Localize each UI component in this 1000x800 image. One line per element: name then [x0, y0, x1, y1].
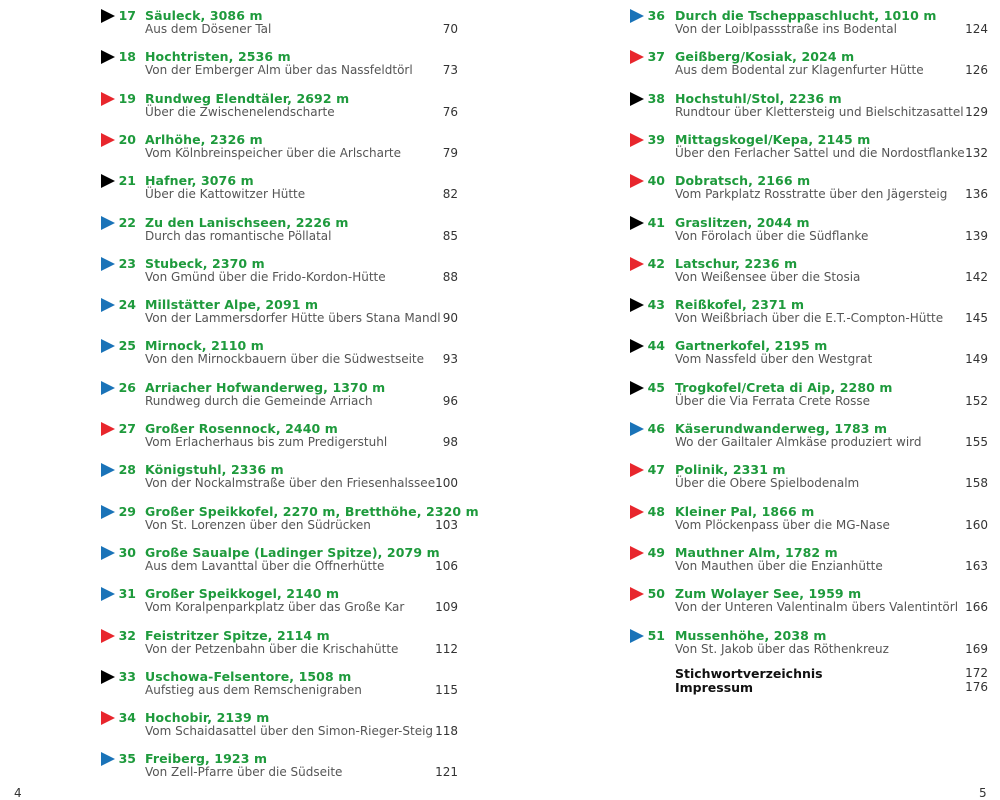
- toc-entry-number: 30: [118, 545, 136, 560]
- toc-entry-subtitle: Von der Loiblpassstraße ins Bodental: [675, 22, 897, 36]
- toc-entry-page-number: 96: [442, 394, 458, 408]
- toc-entry-subtitle: Aufstieg aus dem Remschenigraben: [145, 683, 362, 697]
- toc-entry-title[interactable]: Geißberg/Kosiak, 2024 m: [675, 49, 855, 64]
- toc-entry-subtitle: Von der Lammersdorfer Hütte übers Stana Mandl: [145, 311, 441, 325]
- toc-entry-subtitle: Von Förolach über die Südflanke: [675, 229, 869, 243]
- toc-entry-number: 21: [118, 173, 136, 188]
- toc-entry-page-number: 112: [435, 642, 458, 656]
- toc-entry-page-number: 149: [965, 352, 988, 366]
- toc-entry-page-number: 93: [442, 352, 458, 366]
- toc-entry-page-number: 169: [965, 642, 988, 656]
- toc-entry-subtitle: Vom Kölnbreinspeicher über die Arlscharte: [145, 146, 402, 160]
- toc-entry-49[interactable]: [528, 541, 1000, 577]
- toc-entry-number: 31: [118, 586, 136, 601]
- toc-entry-page-number: 132: [965, 146, 988, 160]
- toc-entry-number: 19: [118, 91, 136, 106]
- toc-entry-title[interactable]: Mittagskogel/Kepa, 2145 m: [675, 132, 871, 147]
- toc-entry-title[interactable]: Trogkofel/Creta di Aip, 2280 m: [675, 380, 893, 395]
- toc-entry-subtitle: Von Mauthen über die Enzianhütte: [675, 559, 883, 573]
- toc-entry-title[interactable]: Freiberg, 1923 m: [145, 751, 268, 766]
- toc-entry-page-number: 115: [435, 683, 458, 697]
- toc-entry-number: 36: [647, 8, 665, 23]
- toc-entry-36[interactable]: [528, 4, 1000, 40]
- toc-entry-51[interactable]: [528, 624, 1000, 660]
- toc-entry-48[interactable]: [528, 500, 1000, 536]
- index-link[interactable]: Stichwortverzeichnis: [675, 666, 823, 681]
- toc-entry-50[interactable]: [528, 582, 1000, 618]
- toc-entry-title[interactable]: Dobratsch, 2166 m: [675, 173, 811, 188]
- toc-entry-title[interactable]: Durch die Tscheppaschlucht, 1010 m: [675, 8, 937, 23]
- toc-entry-page-number: 166: [965, 600, 988, 614]
- toc-entry-number: 43: [647, 297, 665, 312]
- toc-entry-subtitle: Vom Plöckenpass über die MG-Nase: [675, 518, 890, 532]
- toc-entry-title[interactable]: Königstuhl, 2336 m: [145, 462, 284, 477]
- toc-entry-25[interactable]: [0, 334, 470, 370]
- toc-entry-40[interactable]: [528, 169, 1000, 205]
- toc-entry-page-number: 76: [442, 105, 458, 119]
- toc-entry-subtitle: Von Weißensee über die Stosia: [675, 270, 861, 284]
- toc-entry-title[interactable]: Käserundwanderweg, 1783 m: [675, 421, 888, 436]
- toc-entry-page-number: 145: [965, 311, 988, 325]
- toc-entry-21[interactable]: [0, 169, 470, 205]
- toc-entry-title[interactable]: Uschowa-Felsentore, 1508 m: [145, 669, 352, 684]
- impressum-link[interactable]: Impressum: [675, 680, 754, 695]
- toc-entry-26[interactable]: [0, 376, 470, 412]
- toc-entry-subtitle: Rundweg durch die Gemeinde Arriach: [145, 394, 373, 408]
- toc-entry-31[interactable]: [0, 582, 470, 618]
- toc-entry-32[interactable]: [0, 624, 470, 660]
- toc-entry-title[interactable]: Millstätter Alpe, 2091 m: [145, 297, 319, 312]
- toc-entry-page-number: 73: [442, 63, 458, 77]
- toc-entry-number: 42: [647, 256, 665, 271]
- toc-entry-page-number: 82: [442, 187, 458, 201]
- toc-entry-subtitle: Von Zell-Pfarre über die Südseite: [145, 765, 343, 779]
- toc-entry-title[interactable]: Zum Wolayer See, 1959 m: [675, 586, 862, 601]
- toc-entry-number: 20: [118, 132, 136, 147]
- toc-entry-number: 27: [118, 421, 136, 436]
- page-number-right: 5: [979, 786, 987, 800]
- toc-entry-page-number: 155: [965, 435, 988, 449]
- toc-entry-title[interactable]: Graslitzen, 2044 m: [675, 215, 810, 230]
- toc-entry-subtitle: Aus dem Bodental zur Klagenfurter Hütte: [675, 63, 924, 77]
- toc-entry-title[interactable]: Großer Rosennock, 2440 m: [145, 421, 338, 436]
- toc-entry-subtitle: Aus dem Lavanttal über die Offnerhütte: [145, 559, 385, 573]
- toc-entry-number: 47: [647, 462, 665, 477]
- toc-entry-page-number: 70: [442, 22, 458, 36]
- toc-entry-subtitle: Über die Zwischenelendscharte: [145, 105, 335, 119]
- toc-entry-subtitle: Vom Nassfeld über den Westgrat: [675, 352, 873, 366]
- toc-entry-subtitle: Über die Obere Spielbodenalm: [675, 476, 860, 490]
- toc-entry-number: 22: [118, 215, 136, 230]
- toc-entry-subtitle: Über den Ferlacher Sattel und die Nordostflanke: [675, 146, 965, 160]
- impressum-page-number: 176: [965, 680, 988, 694]
- toc-entry-number: 50: [647, 586, 665, 601]
- toc-entry-title[interactable]: Rundweg Elendtäler, 2692 m: [145, 91, 350, 106]
- toc-entry-page-number: 79: [442, 146, 458, 160]
- toc-entry-page-number: 152: [965, 394, 988, 408]
- toc-entry-27[interactable]: [0, 417, 470, 453]
- toc-entry-46[interactable]: [528, 417, 1000, 453]
- toc-entry-number: 46: [647, 421, 665, 436]
- toc-entry-subtitle: Von St. Jakob über das Röthenkreuz: [675, 642, 889, 656]
- toc-entry-number: 38: [647, 91, 665, 106]
- toc-entry-page-number: 100: [435, 476, 458, 490]
- toc-entry-24[interactable]: [0, 293, 470, 329]
- toc-entry-38[interactable]: [528, 87, 1000, 123]
- toc-entry-title[interactable]: Feistritzer Spitze, 2114 m: [145, 628, 330, 643]
- toc-entry-title[interactable]: Säuleck, 3086 m: [145, 8, 263, 23]
- index-page-number: 172: [965, 666, 988, 680]
- toc-entry-subtitle: Wo der Gailtaler Almkäse produziert wird: [675, 435, 922, 449]
- toc-entry-number: 34: [118, 710, 136, 725]
- toc-entry-subtitle: Von der Unteren Valentinalm übers Valentintörl: [675, 600, 959, 614]
- toc-entry-title[interactable]: Zu den Lanischseen, 2226 m: [145, 215, 349, 230]
- toc-entry-title[interactable]: Großer Speikkogel, 2140 m: [145, 586, 340, 601]
- toc-entry-number: 23: [118, 256, 136, 271]
- toc-entry-subtitle: Vom Parkplatz Rosstratte über den Jägersteig: [675, 187, 948, 201]
- toc-entry-number: 51: [647, 628, 665, 643]
- toc-entry-34[interactable]: [0, 706, 470, 742]
- toc-entry-number: 41: [647, 215, 665, 230]
- toc-entry-17[interactable]: [0, 4, 470, 40]
- toc-entry-subtitle: Vom Koralpenparkplatz über das Große Kar: [145, 600, 405, 614]
- toc-entry-title[interactable]: Mirnock, 2110 m: [145, 338, 264, 353]
- toc-entry-30[interactable]: [0, 541, 470, 577]
- toc-entry-22[interactable]: [0, 211, 470, 247]
- toc-entry-number: 18: [118, 49, 136, 64]
- toc-entry-title[interactable]: Mauthner Alm, 1782 m: [675, 545, 838, 560]
- toc-entry-page-number: 142: [965, 270, 988, 284]
- toc-entry-title[interactable]: Gartnerkofel, 2195 m: [675, 338, 828, 353]
- toc-entry-number: 48: [647, 504, 665, 519]
- toc-entry-page-number: 139: [965, 229, 988, 243]
- toc-entry-page-number: 103: [435, 518, 458, 532]
- toc-entry-28[interactable]: [0, 458, 470, 494]
- toc-entry-subtitle: Von Gmünd über die Frido-Kordon-Hütte: [145, 270, 386, 284]
- toc-entry-title[interactable]: Große Saualpe (Ladinger Spitze), 2079 m: [145, 545, 440, 560]
- toc-entry-subtitle: Rundtour über Klettersteig und Bielschitzasattel: [675, 105, 964, 119]
- toc-entry-number: 37: [647, 49, 665, 64]
- toc-entry-number: 24: [118, 297, 136, 312]
- toc-entry-title[interactable]: Reißkofel, 2371 m: [675, 297, 805, 312]
- toc-entry-title[interactable]: Arriacher Hofwanderweg, 1370 m: [145, 380, 386, 395]
- toc-entry-page-number: 121: [435, 765, 458, 779]
- toc-entry-number: 44: [647, 338, 665, 353]
- toc-entry-33[interactable]: [0, 665, 470, 701]
- toc-entry-subtitle: Von St. Lorenzen über den Südrücken: [145, 518, 371, 532]
- toc-entry-37[interactable]: [528, 45, 1000, 81]
- toc-entry-42[interactable]: [528, 252, 1000, 288]
- toc-entry-subtitle: Von der Emberger Alm über das Nassfeldtörl: [145, 63, 413, 77]
- toc-entry-number: 25: [118, 338, 136, 353]
- toc-entry-subtitle: Von der Petzenbahn über die Krischahütte: [145, 642, 399, 656]
- toc-entry-19[interactable]: [0, 87, 470, 123]
- toc-entry-page-number: 136: [965, 187, 988, 201]
- toc-entry-number: 32: [118, 628, 136, 643]
- toc-entry-number: 40: [647, 173, 665, 188]
- toc-entry-number: 35: [118, 751, 136, 766]
- toc-entry-45[interactable]: [528, 376, 1000, 412]
- toc-entry-page-number: 163: [965, 559, 988, 573]
- toc-entry-page-number: 106: [435, 559, 458, 573]
- toc-entry-page-number: 126: [965, 63, 988, 77]
- toc-entry-number: 45: [647, 380, 665, 395]
- toc-entry-title[interactable]: Hochstuhl/Stol, 2236 m: [675, 91, 842, 106]
- toc-entry-page-number: 124: [965, 22, 988, 36]
- toc-entry-number: 17: [118, 8, 136, 23]
- toc-entry-title[interactable]: Mussenhöhe, 2038 m: [675, 628, 827, 643]
- toc-entry-41[interactable]: [528, 211, 1000, 247]
- toc-entry-page-number: 90: [442, 311, 458, 325]
- toc-entry-subtitle: Vom Schaidasattel über den Simon-Rieger-Steig: [145, 724, 434, 738]
- toc-entry-title[interactable]: Arlhöhe, 2326 m: [145, 132, 263, 147]
- toc-entry-subtitle: Von Weißbriach über die E.T.-Compton-Hütte: [675, 311, 944, 325]
- toc-entry-title[interactable]: Hochobir, 2139 m: [145, 710, 270, 725]
- toc-entry-subtitle: Durch das romantische Pöllatal: [145, 229, 332, 243]
- toc-entry-page-number: 88: [442, 270, 458, 284]
- toc-entry-title[interactable]: Hafner, 3076 m: [145, 173, 254, 188]
- toc-entry-page-number: 98: [442, 435, 458, 449]
- toc-entry-title[interactable]: Hochtristen, 2536 m: [145, 49, 291, 64]
- toc-entry-number: 33: [118, 669, 136, 684]
- toc-entry-page-number: 109: [435, 600, 458, 614]
- toc-entry-29[interactable]: [0, 500, 479, 536]
- toc-entry-page-number: 118: [435, 724, 458, 738]
- page-number-left: 4: [14, 786, 22, 800]
- toc-entry-page-number: 158: [965, 476, 988, 490]
- toc-entry-number: 26: [118, 380, 136, 395]
- toc-entry-page-number: 160: [965, 518, 988, 532]
- toc-entry-39[interactable]: [528, 128, 1000, 164]
- toc-entry-number: 49: [647, 545, 665, 560]
- toc-entry-47[interactable]: [528, 458, 1000, 494]
- toc-entry-subtitle: Über die Via Ferrata Crete Rosse: [675, 394, 870, 408]
- toc-entry-number: 28: [118, 462, 136, 477]
- toc-entry-43[interactable]: [528, 293, 1000, 329]
- toc-entry-number: 29: [118, 504, 136, 519]
- toc-entry-subtitle: Von den Mirnockbauern über die Südwestseite: [145, 352, 425, 366]
- toc-entry-35[interactable]: [0, 747, 470, 783]
- toc-entry-subtitle: Von der Nockalmstraße über den Friesenhalssee: [145, 476, 436, 490]
- toc-entry-title[interactable]: Großer Speikkofel, 2270 m, Bretthöhe, 2320 m: [145, 504, 479, 519]
- toc-entry-18[interactable]: [0, 45, 470, 81]
- toc-entry-23[interactable]: [0, 252, 470, 288]
- toc-entry-number: 39: [647, 132, 665, 147]
- toc-entry-subtitle: Über die Kattowitzer Hütte: [145, 187, 306, 201]
- toc-entry-subtitle: Vom Erlacherhaus bis zum Predigerstuhl: [145, 435, 388, 449]
- toc-entry-title[interactable]: Stubeck, 2370 m: [145, 256, 265, 271]
- toc-entry-title[interactable]: Polinik, 2331 m: [675, 462, 786, 477]
- toc-entry-title[interactable]: Latschur, 2236 m: [675, 256, 798, 271]
- toc-entry-title[interactable]: Kleiner Pal, 1866 m: [675, 504, 815, 519]
- toc-entry-20[interactable]: [0, 128, 470, 164]
- toc-entry-page-number: 85: [442, 229, 458, 243]
- toc-entry-subtitle: Aus dem Dösener Tal: [145, 22, 272, 36]
- toc-entry-page-number: 129: [965, 105, 988, 119]
- toc-entry-44[interactable]: [528, 334, 1000, 370]
